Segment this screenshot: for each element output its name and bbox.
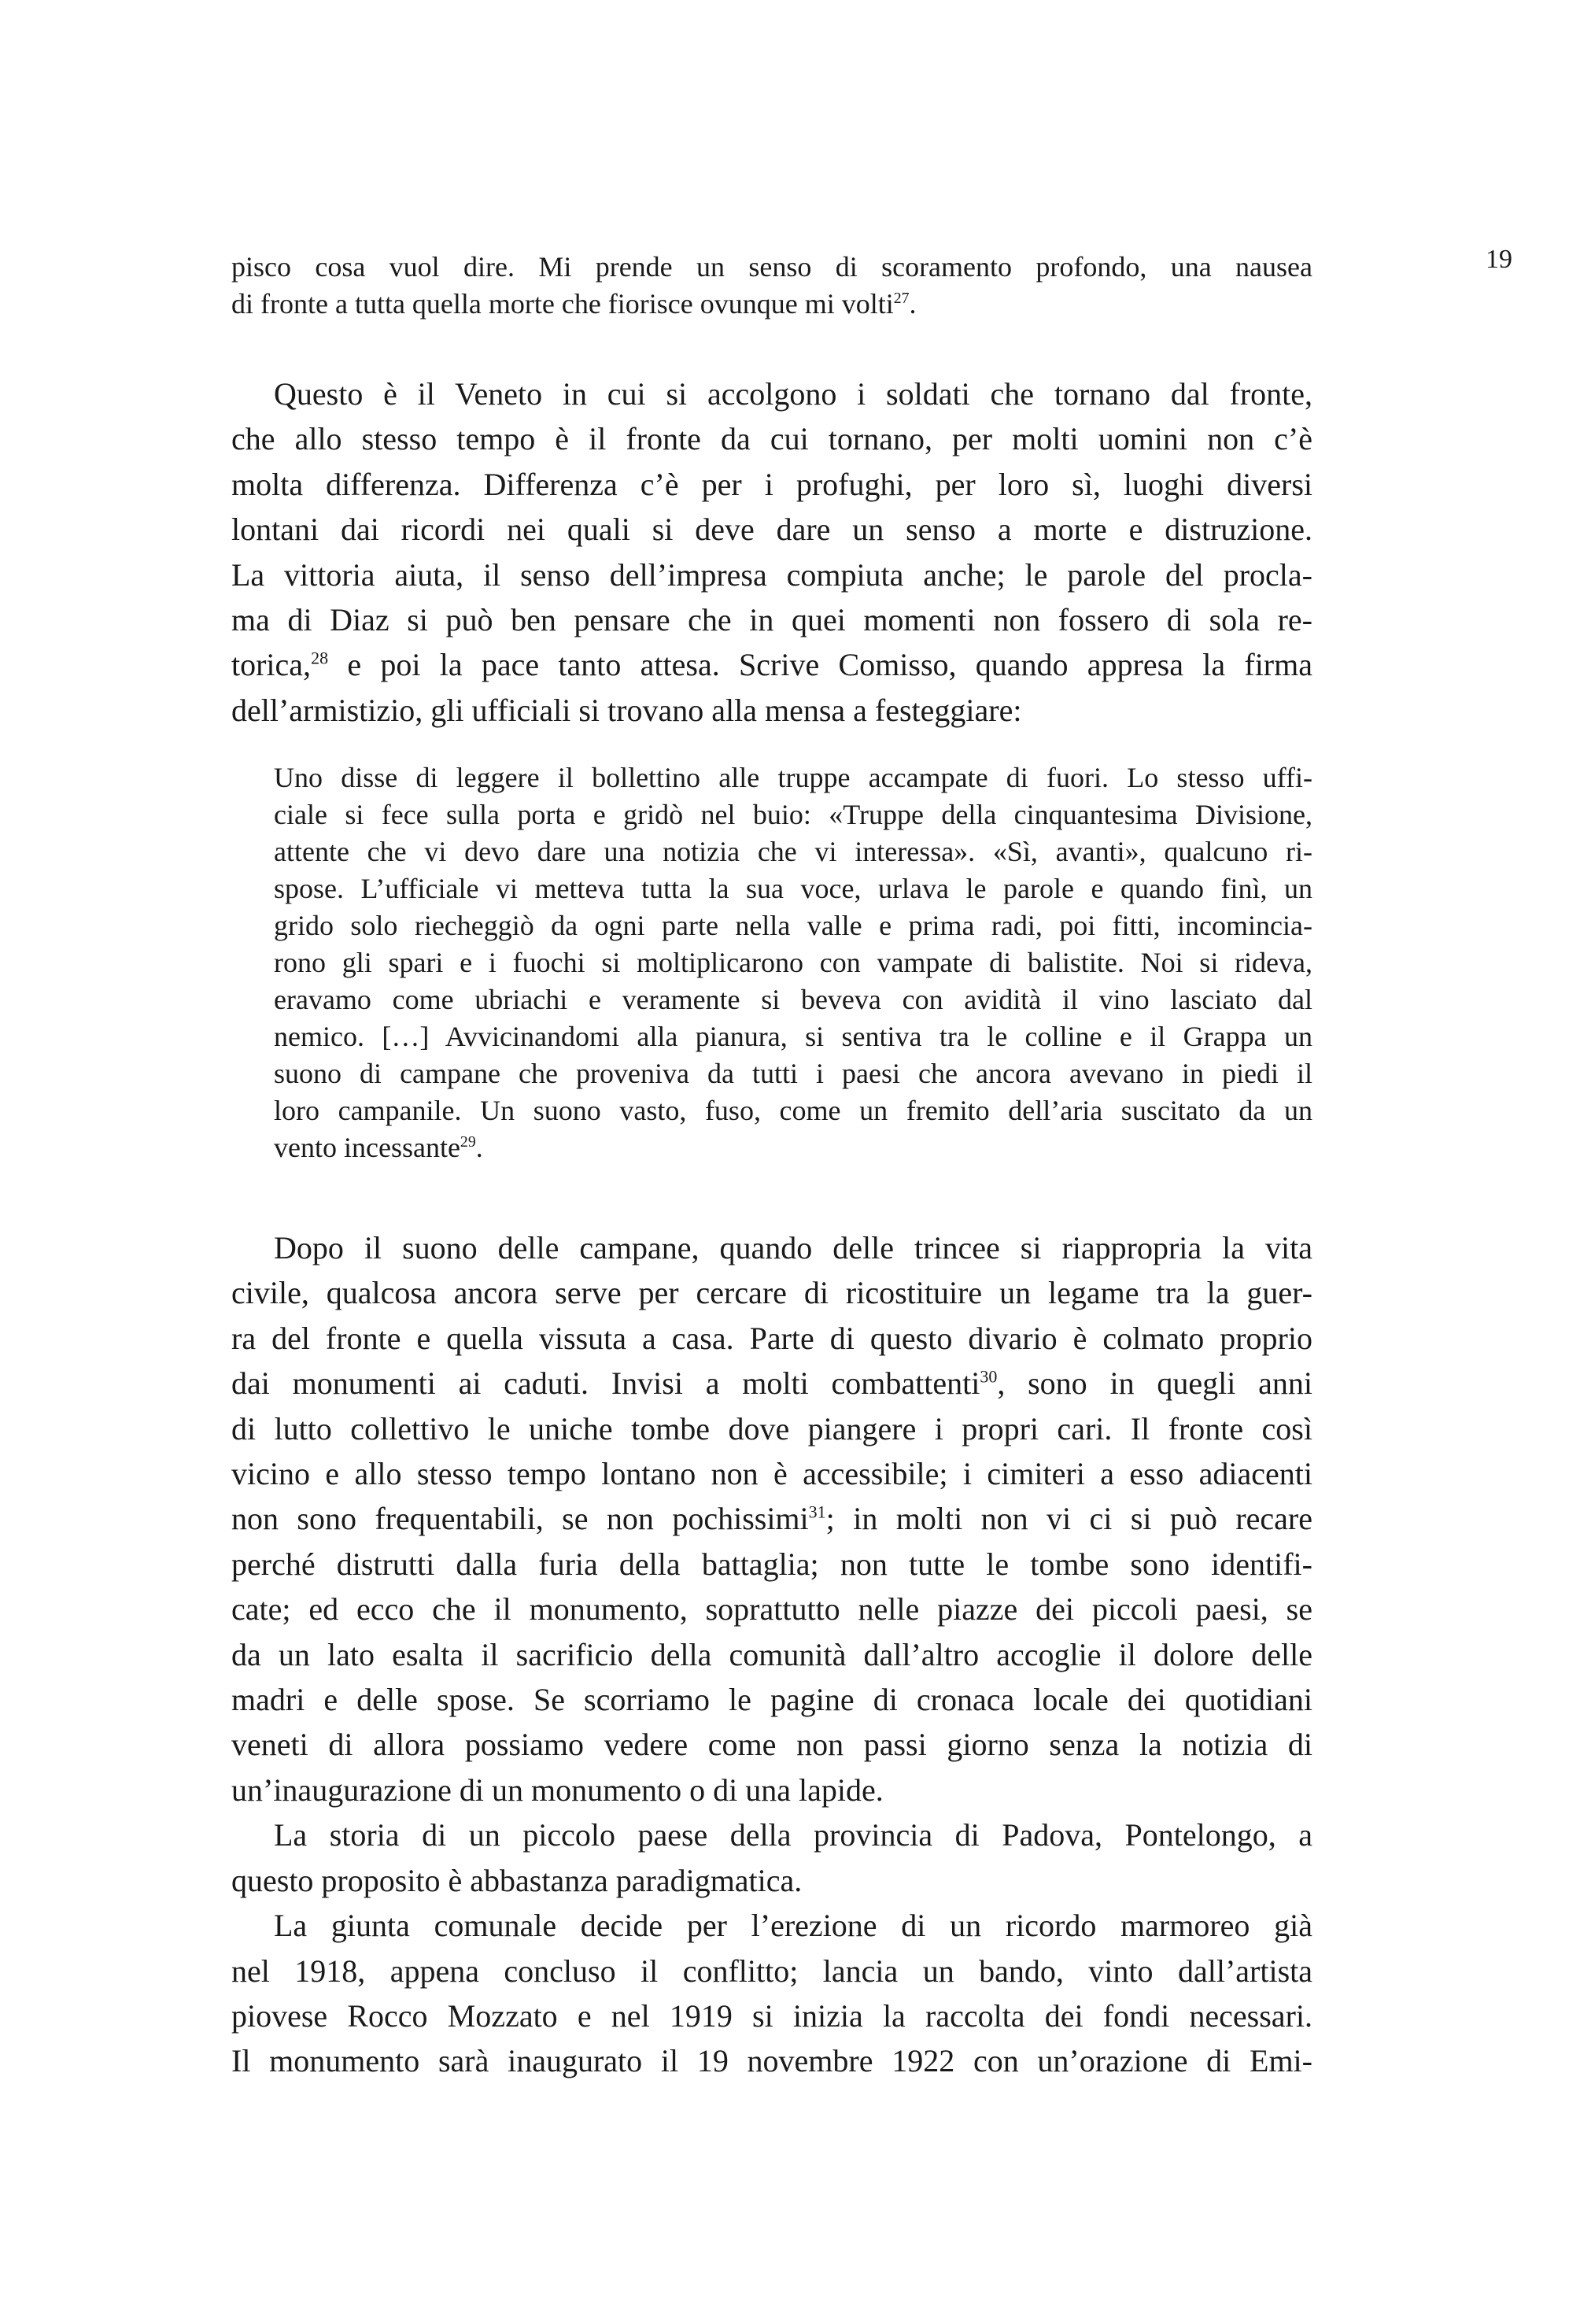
text-line: dell’armistizio, gli ufficiali si trovano alla mensa a festeggiare: [231, 692, 1022, 728]
text-line: ra del fronte e quella vissuta a casa. Parte di questo divario è colmato proprio [231, 1320, 1312, 1356]
quote-line: eravamo come ubriachi e veramente si beveva con avidità il vino lasciato dal [274, 984, 1312, 1015]
quote-line: grido solo riecheggiò da ogni parte nella valle e prima radi, poi fitti, incomincia- [274, 910, 1312, 941]
text-line: torica,$^{28}$ e poi la pace tanto attesa. Scrive Comisso, quando appresa la firma [231, 647, 1312, 683]
footnote-ref: 29 [460, 1133, 476, 1151]
text-line: La storia di un piccolo paese della provincia di Padova, Pontelongo, a [274, 1817, 1312, 1853]
text-line: dai monumenti ai caduti. Invisi a molti combattenti$^{30}$, sono in quegli anni [231, 1365, 1312, 1402]
text-line: nel 1918, appena concluso il conflitto; lancia un bando, vinto dall’artista [231, 1953, 1312, 1989]
text-line: piovese Rocco Mozzato e nel 1919 si inizia la raccolta dei fondi necessari. [231, 1997, 1312, 2034]
quote-line: suono di campane che proveniva da tutti i paesi che ancora avevano in piedi il [274, 1058, 1312, 1089]
text-line: cate; ed ecco che il monumento, soprattutto nelle piazze dei piccoli paesi, se [231, 1591, 1312, 1628]
page-number: 19 [1486, 245, 1512, 274]
quote-line: spose. L’ufficiale vi metteva tutta la sua voce, urlava le parole e quando finì, un [274, 873, 1312, 904]
text-line: ma di Diaz si può ben pensare che in quei momenti non fossero di sola re- [231, 602, 1312, 638]
footnote-ref: 30 [980, 1366, 998, 1387]
text-line: che allo stesso tempo è il fronte da cui tornano, per molti uomini non c’è [231, 421, 1312, 457]
block-quote [274, 759, 1312, 1166]
quote-line: vento incessante$^{29}$. [274, 1132, 483, 1163]
opening-quote-fragment [231, 249, 1312, 323]
text-line: veneti di allora possiamo vedere come non passi giorno senza la notizia di [231, 1727, 1312, 1763]
text-line: vicino e allo stesso tempo lontano non è accessibile; i cimiteri a esso adiacenti [231, 1456, 1312, 1492]
text-line: madri e delle spose. Se scorriamo le pagine di cronaca locale dei quotidiani [231, 1682, 1312, 1718]
footnote-ref: 28 [311, 648, 329, 669]
text-line: La vittoria aiuta, il senso dell’impresa compiuta anche; le parole del procla- [231, 556, 1312, 593]
text-line: di fronte a tutta quella morte che fiorisce ovunque mi volti$^{27}$. [231, 288, 917, 320]
text-line: Il monumento sarà inaugurato il 19 novembre 1922 con un’orazione di Emi- [231, 2043, 1312, 2079]
text-line: da un lato esalta il sacrificio della comunità dall’altro accoglie il dolore delle [231, 1636, 1312, 1672]
footnote-ref: 27 [893, 290, 910, 307]
text-line: Dopo il suono delle campane, quando delle trincee si riappropria la vita [274, 1230, 1312, 1265]
paragraph-veneto [231, 371, 1312, 733]
text-line: questo proposito è abbastanza paradigmatica. [231, 1862, 803, 1898]
text-line: molta differenza. Differenza c’è per i profughi, per loro sì, luoghi diversi [231, 466, 1312, 502]
quote-line: nemico. […] Avvicinandomi alla pianura, si sentiva tra le colline e il Grappa un [274, 1021, 1312, 1052]
text-line: non sono frequentabili, se non pochissimi$^{31}$; in molti non vi ci si può recare [231, 1501, 1312, 1537]
text-line: perché distrutti dalla furia della battaglia; non tutte le tombe sono identifi- [231, 1546, 1312, 1582]
text-line: pisco cosa vuol dire. Mi prende un senso di scoramento profondo, una nausea [231, 251, 1312, 283]
text-line: di lutto collettivo le uniche tombe dove piangere i propri cari. Il fronte così [231, 1410, 1312, 1446]
text-line: lontani dai ricordi nei quali si deve dare un senso a morte e distruzione. [231, 512, 1312, 548]
text-line: un’inaugurazione di un monumento o di una lapide. [231, 1772, 884, 1808]
quote-line: Uno disse di leggere il bollettino alle truppe accampate di fuori. Lo stesso uffi- [274, 762, 1312, 793]
text-line: civile, qualcosa ancora serve per cercare di ricostituire un legame tra la guer- [231, 1275, 1312, 1311]
quote-line: ciale si fece sulla porta e gridò nel buio: «Truppe della cinquantesima Divisione, [274, 799, 1312, 830]
text-line: La giunta comunale decide per l’erezione di un ricordo marmoreo già [274, 1908, 1312, 1944]
quote-line: loro campanile. Un suono vasto, fuso, come un fremito dell’aria suscitato da un [274, 1095, 1312, 1126]
quote-line: attente che vi devo dare una notizia che vi interessa». «Sì, avanti», qualcuno ri- [274, 836, 1312, 867]
section-monuments [231, 1225, 1312, 2084]
text-line: Questo è il Veneto in cui si accolgono i soldati che tornano dal fronte, [274, 376, 1312, 412]
footnote-ref: 31 [808, 1502, 826, 1523]
quote-line: rono gli spari e i fuochi si moltiplicarono con vampate di balistite. Noi si rideva, [274, 947, 1312, 978]
